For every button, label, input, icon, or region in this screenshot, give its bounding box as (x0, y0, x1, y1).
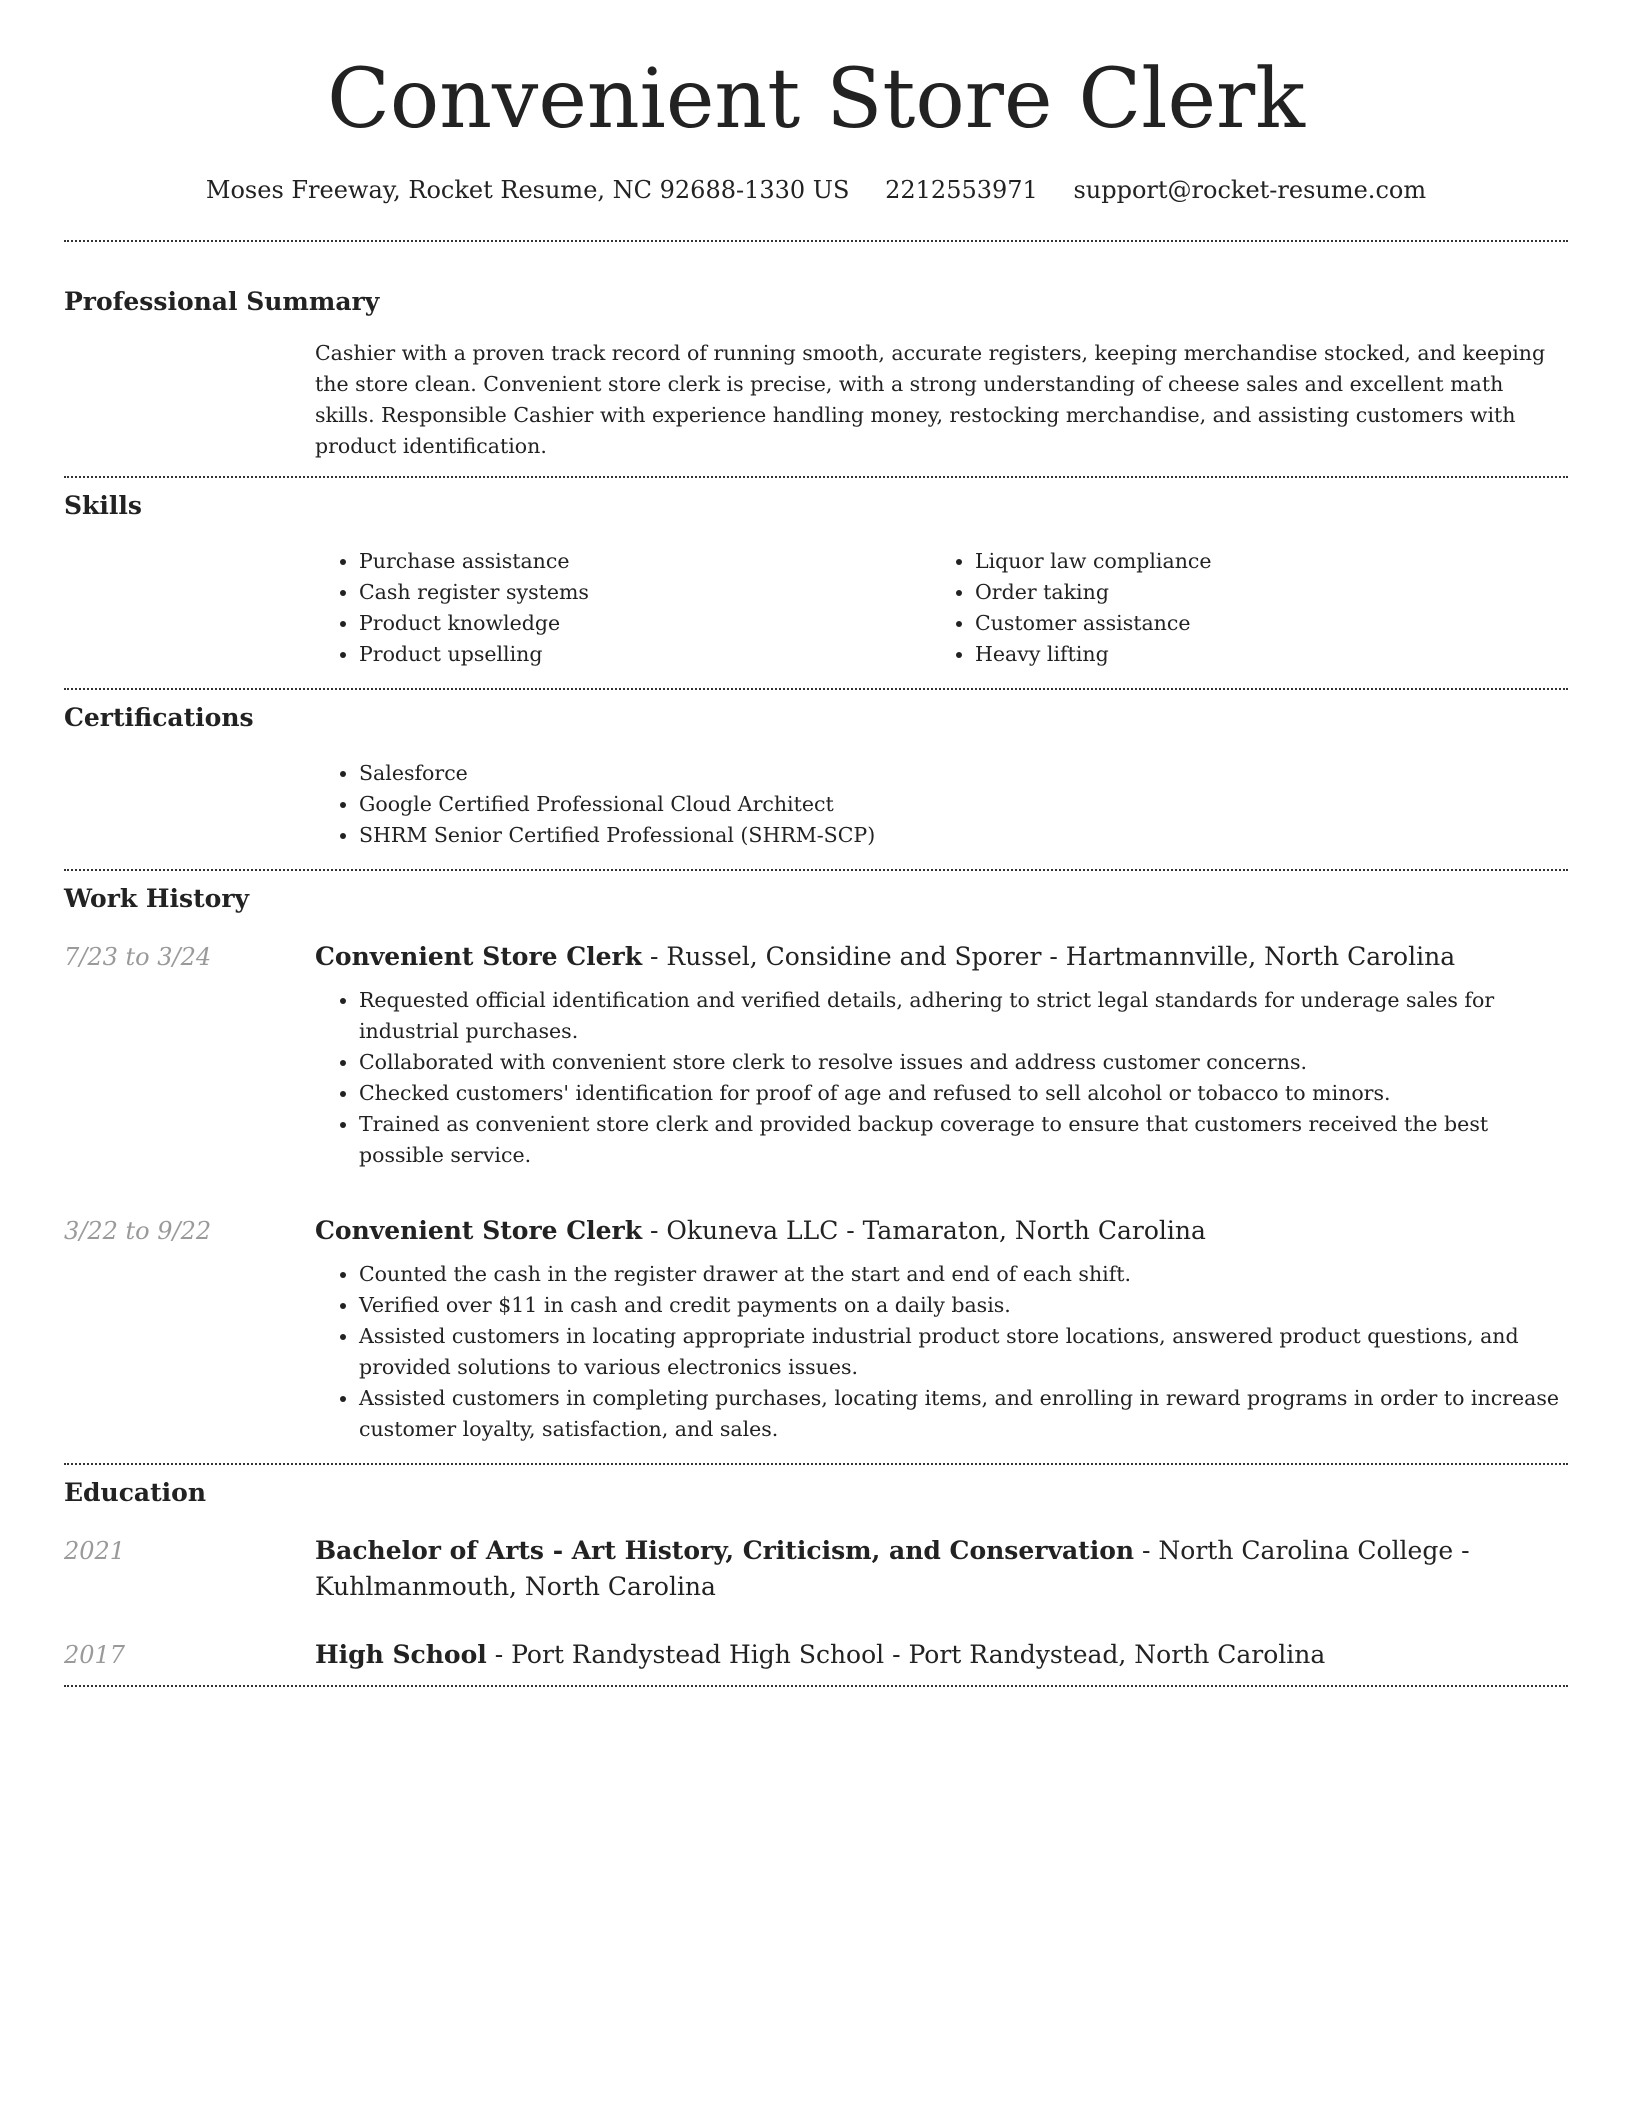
job-dates: 7/23 to 3/24 (64, 943, 212, 971)
work-history-section (64, 871, 1568, 1463)
skill-item: • Liquor law compliance (975, 546, 1547, 577)
education-details: - Port Randystead High School - Port Randystead, North Carolina (486, 1640, 1326, 1669)
skills-section (64, 478, 1568, 688)
skill-item: • Product upselling (359, 639, 931, 670)
job-heading (315, 1213, 1206, 1249)
job-bullet: • Requested official identification and verified details, adhering to strict legal standards for underage sales for industrial purchases. (359, 985, 1568, 1047)
job-details: - Okuneva LLC - Tamaraton, North Carolina (642, 1216, 1206, 1245)
skill-item: • Customer assistance (975, 608, 1547, 639)
job-bullet: • Checked customers' identification for proof of age and refused to sell alcohol or tobacco to minors. (359, 1078, 1568, 1109)
education-entry (64, 1533, 1568, 1605)
job-dates: 3/22 to 9/22 (64, 1217, 212, 1245)
job-bullet: • Trained as convenient store clerk and provided backup coverage to ensure that customers received the best possible service. (359, 1109, 1568, 1171)
job-role: Convenient Store Clerk (315, 942, 643, 971)
skill-item: • Heavy lifting (975, 639, 1547, 670)
work-history-title: Work History (64, 884, 250, 913)
contact-phone: 2212553971 (885, 176, 1038, 204)
certification-item: • SHRM Senior Certified Professional (SHRM-SCP) (359, 820, 1568, 851)
education-degree: High School (315, 1640, 487, 1669)
job-bullets (315, 1259, 1568, 1445)
certification-item: • Salesforce (359, 758, 1568, 789)
skills-list-right (931, 546, 1547, 670)
certifications-section (64, 690, 1568, 869)
skill-item: • Cash register systems (359, 577, 931, 608)
summary-title: Professional Summary (64, 287, 380, 316)
job-entry (64, 939, 1568, 1171)
education-section (64, 1465, 1568, 1685)
skill-item: • Order taking (975, 577, 1547, 608)
job-bullet: • Verified over $11 in cash and credit payments on a daily basis. (359, 1290, 1568, 1321)
summary-section (64, 242, 1568, 476)
contact-email: support@rocket-resume.com (1073, 176, 1427, 204)
contact-address: Moses Freeway, Rocket Resume, NC 92688-1330 US (205, 176, 850, 204)
certification-item: • Google Certified Professional Cloud Architect (359, 789, 1568, 820)
summary-text: Cashier with a proven track record of running smooth, accurate registers, keeping merchandise stocked, and keeping the store clean. Convenient store clerk is precise, with a strong understanding of cheese sales and excellent math skills. Responsible Cashier with experience handling money, restocking merchandise, and assisting customers with product identification. (315, 341, 1546, 458)
education-heading (315, 1637, 1325, 1673)
certifications-title: Certifications (64, 703, 254, 732)
job-bullet: • Assisted customers in completing purchases, locating items, and enrolling in reward programs in order to increase customer loyalty, satisfaction, and sales. (359, 1383, 1568, 1445)
job-details: - Russel, Considine and Sporer - Hartmannville, North Carolina (642, 942, 1456, 971)
education-year: 2017 (64, 1641, 126, 1669)
education-heading (315, 1533, 1568, 1605)
job-role: Convenient Store Clerk (315, 1216, 643, 1245)
education-entry (64, 1637, 1568, 1673)
job-heading (315, 939, 1455, 975)
job-entry (64, 1213, 1568, 1445)
section-divider (64, 1685, 1568, 1687)
education-title: Education (64, 1478, 207, 1507)
skill-item: • Product knowledge (359, 608, 931, 639)
education-details: - North Carolina College - Kuhlmanmouth, North Carolina (315, 1536, 1470, 1601)
job-bullet: • Counted the cash in the register drawer at the start and end of each shift. (359, 1259, 1568, 1290)
education-year: 2021 (64, 1537, 126, 1565)
job-bullets (315, 985, 1568, 1171)
contact-line (64, 174, 1568, 206)
skills-title: Skills (64, 491, 142, 520)
education-degree: Bachelor of Arts - Art History, Criticism, and Conservation (315, 1536, 1135, 1565)
certifications-list (315, 758, 1568, 851)
skills-list-left (315, 546, 931, 670)
resume-name: Convenient Store Clerk (327, 52, 1305, 147)
job-bullet: • Assisted customers in locating appropriate industrial product store locations, answered product questions, and provided solutions to various electronics issues. (359, 1321, 1568, 1383)
skill-item: • Purchase assistance (359, 546, 931, 577)
job-bullet: • Collaborated with convenient store clerk to resolve issues and address customer concerns. (359, 1047, 1568, 1078)
